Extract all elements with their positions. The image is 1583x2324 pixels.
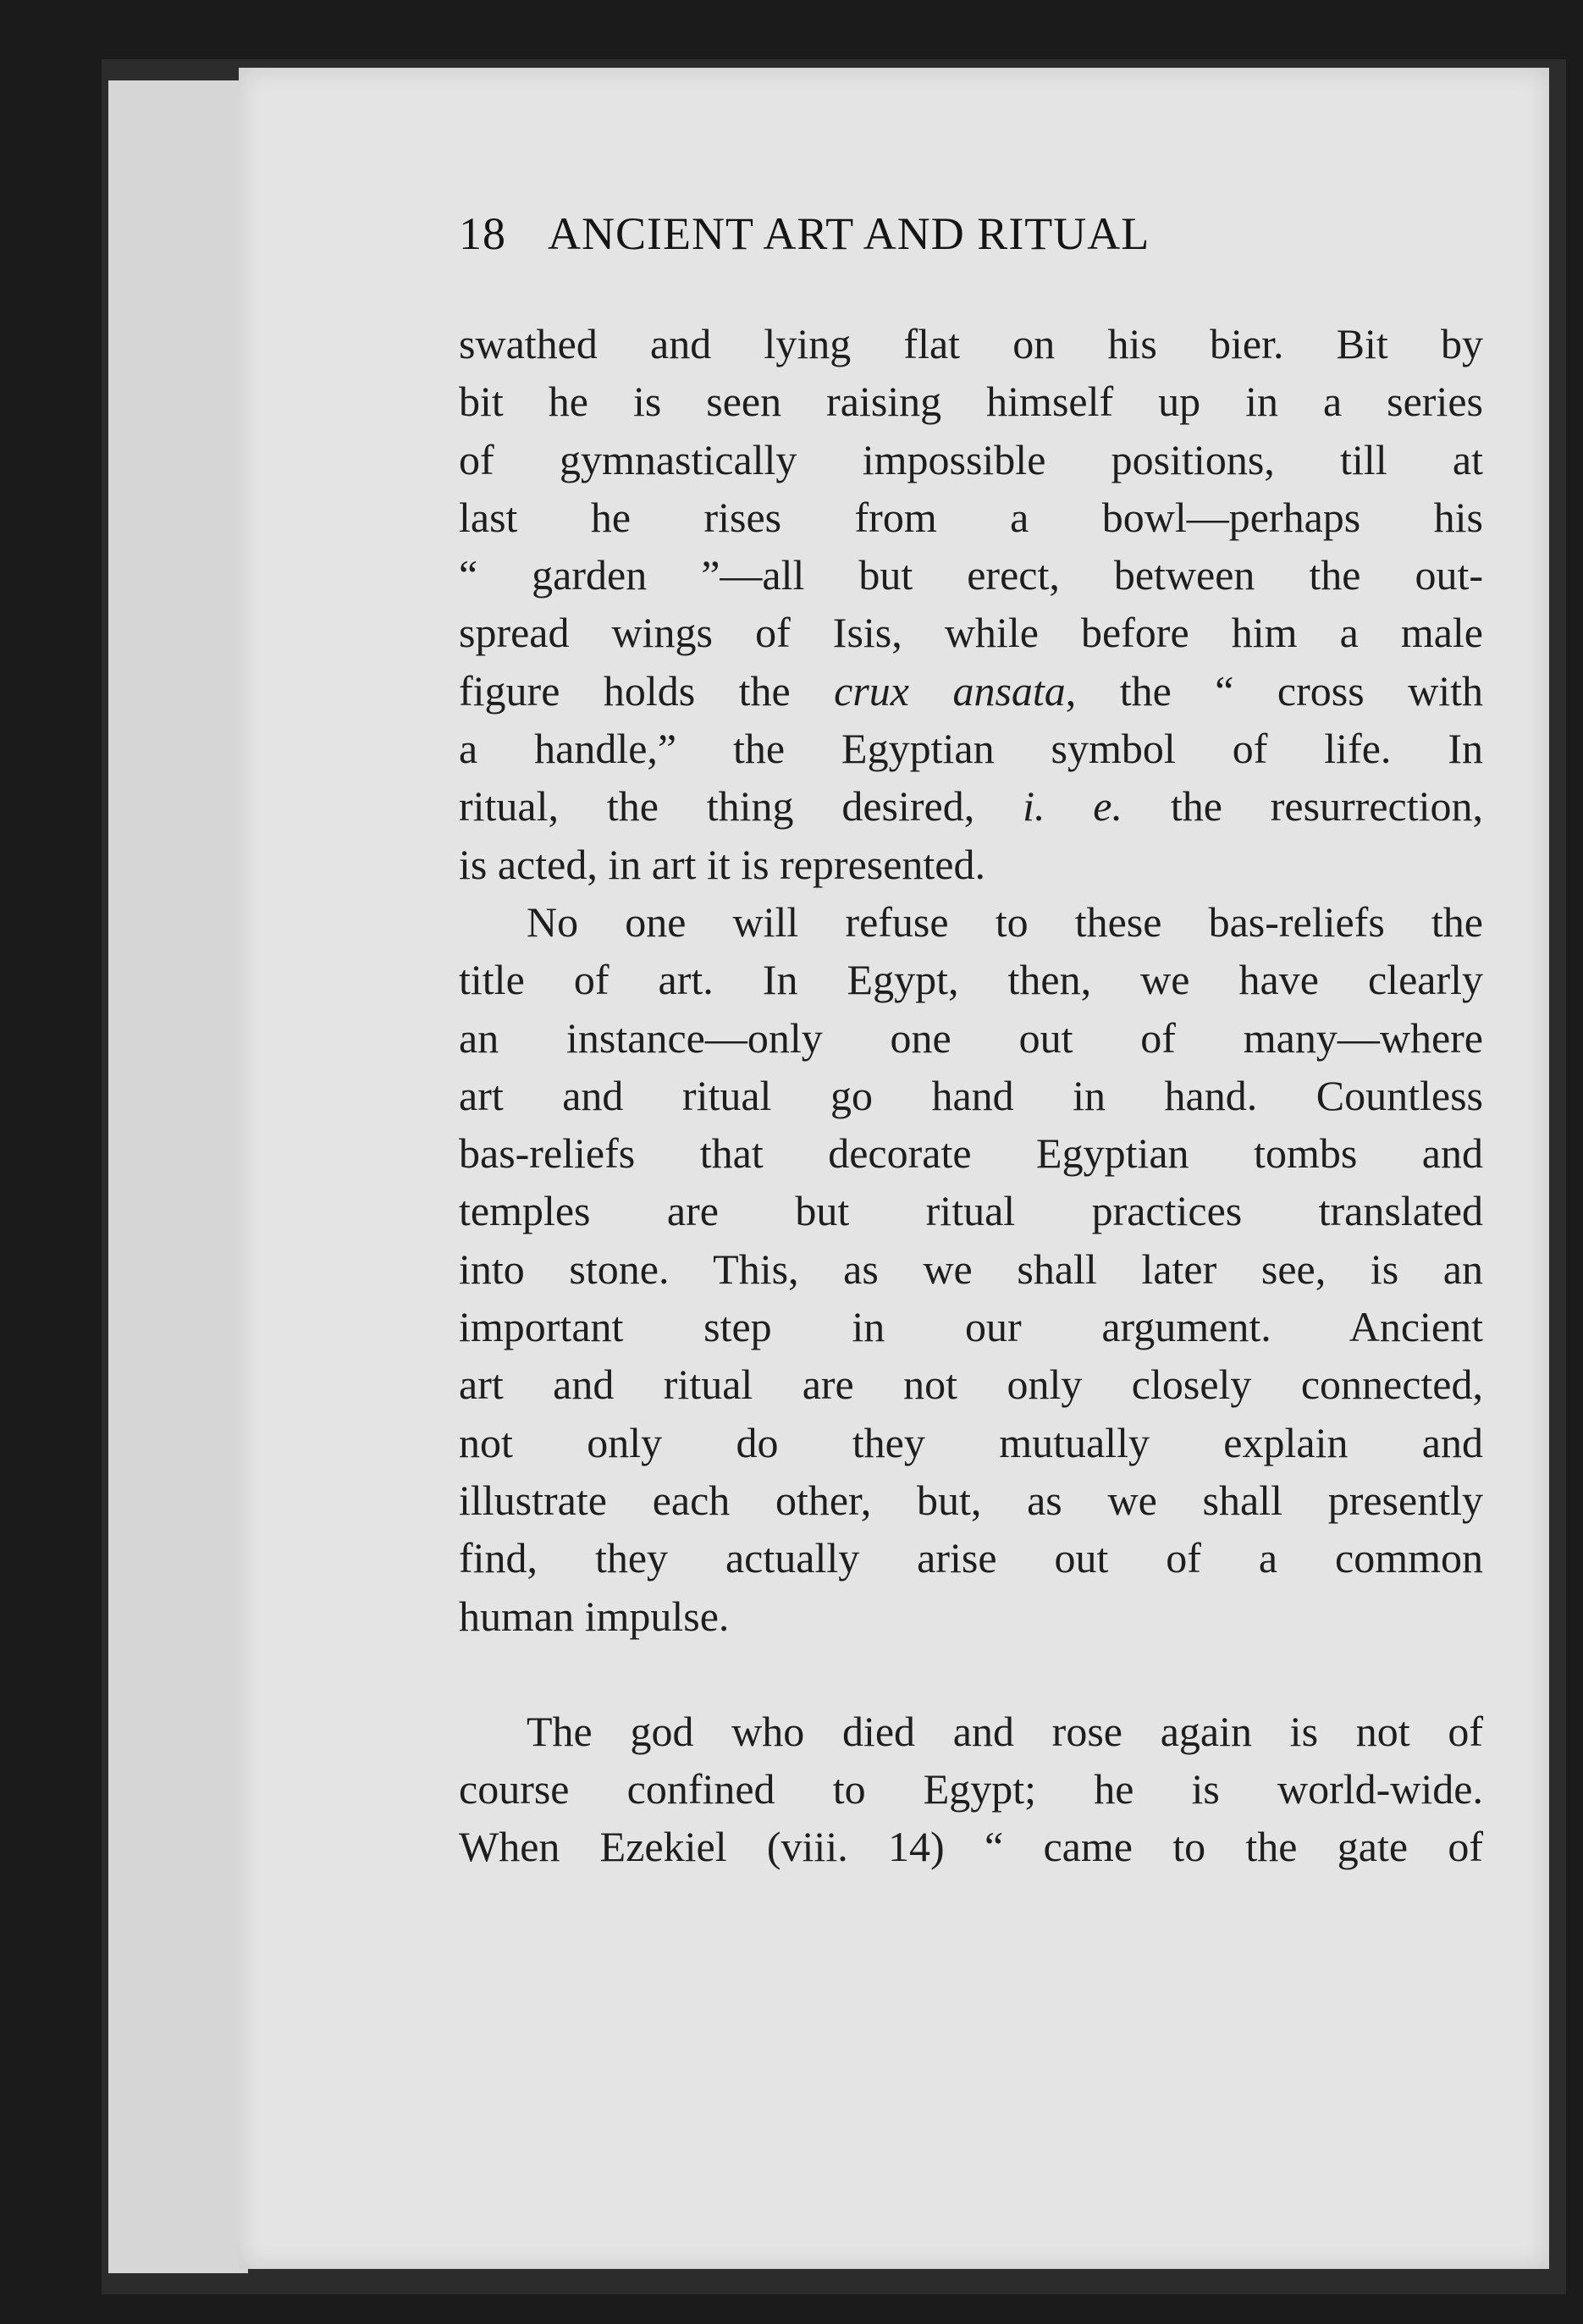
text-line: last he rises from a bowl—perhaps his xyxy=(459,493,1483,541)
text-run: , the “ cross with xyxy=(1065,666,1483,715)
text-line: human impulse. xyxy=(459,1592,730,1640)
text-line: temples are but ritual practices translated xyxy=(459,1187,1483,1235)
italic-term: crux ansata xyxy=(834,666,1066,715)
text-line: title of art. In Egypt, then, we have clearly xyxy=(459,956,1483,1004)
text-line: important step in our argument. Ancient xyxy=(459,1303,1483,1351)
text-line: art and ritual are not only closely connected, xyxy=(459,1361,1483,1409)
text-line xyxy=(459,662,1483,720)
paragraph-2 xyxy=(459,893,1483,1645)
running-head xyxy=(459,207,1356,275)
text-run: figure holds the xyxy=(459,666,835,715)
text-line: bit he is seen raising himself up in a series xyxy=(459,378,1483,426)
text-line: bas-reliefs that decorate Egyptian tombs and xyxy=(459,1129,1483,1178)
cover-edge xyxy=(108,80,248,2273)
text-line: course confined to Egypt; he is world-wide. xyxy=(459,1765,1483,1813)
text-line: into stone. This, as we shall later see, is an xyxy=(459,1245,1483,1293)
page-number: 18 xyxy=(459,208,506,259)
text-line: of gymnastically impossible positions, till at xyxy=(459,435,1483,483)
paragraph-3 xyxy=(459,1703,1483,1876)
text-line: not only do they mutually explain and xyxy=(459,1418,1483,1466)
text-line: swathed and lying flat on his bier. Bit by xyxy=(459,320,1483,367)
text-line: The god who died and rose again is not of xyxy=(527,1707,1483,1755)
section-gap xyxy=(459,1645,1483,1703)
text-run: the resurrection, xyxy=(1122,782,1484,831)
text-line: is acted, in art it is represented. xyxy=(459,840,985,888)
text-line: an instance—only one out of many—where xyxy=(459,1013,1483,1062)
text-line: When Ezekiel (viii. 14) “ came to the gate of xyxy=(459,1823,1483,1871)
italic-term: i. e. xyxy=(1023,782,1122,831)
text-line xyxy=(459,777,1483,835)
text-line: a handle,” the Egyptian symbol of life. In xyxy=(459,725,1483,773)
text-line: No one will refuse to these bas-reliefs the xyxy=(527,897,1483,946)
paragraph-1 xyxy=(459,315,1483,893)
text-line: illustrate each other, but, as we shall presently xyxy=(459,1476,1483,1524)
text-run: ritual, the thing desired, xyxy=(459,782,1023,831)
text-line: find, they actually arise out of a common xyxy=(459,1534,1483,1582)
text-line: art and ritual go hand in hand. Countless xyxy=(459,1071,1483,1119)
text-line: spread wings of Isis, while before him a male xyxy=(459,609,1483,657)
running-title: ANCIENT ART AND RITUAL xyxy=(548,208,1150,259)
text-line: “ garden ”—all but erect, between the out- xyxy=(459,551,1483,599)
body-text xyxy=(459,315,1483,1876)
